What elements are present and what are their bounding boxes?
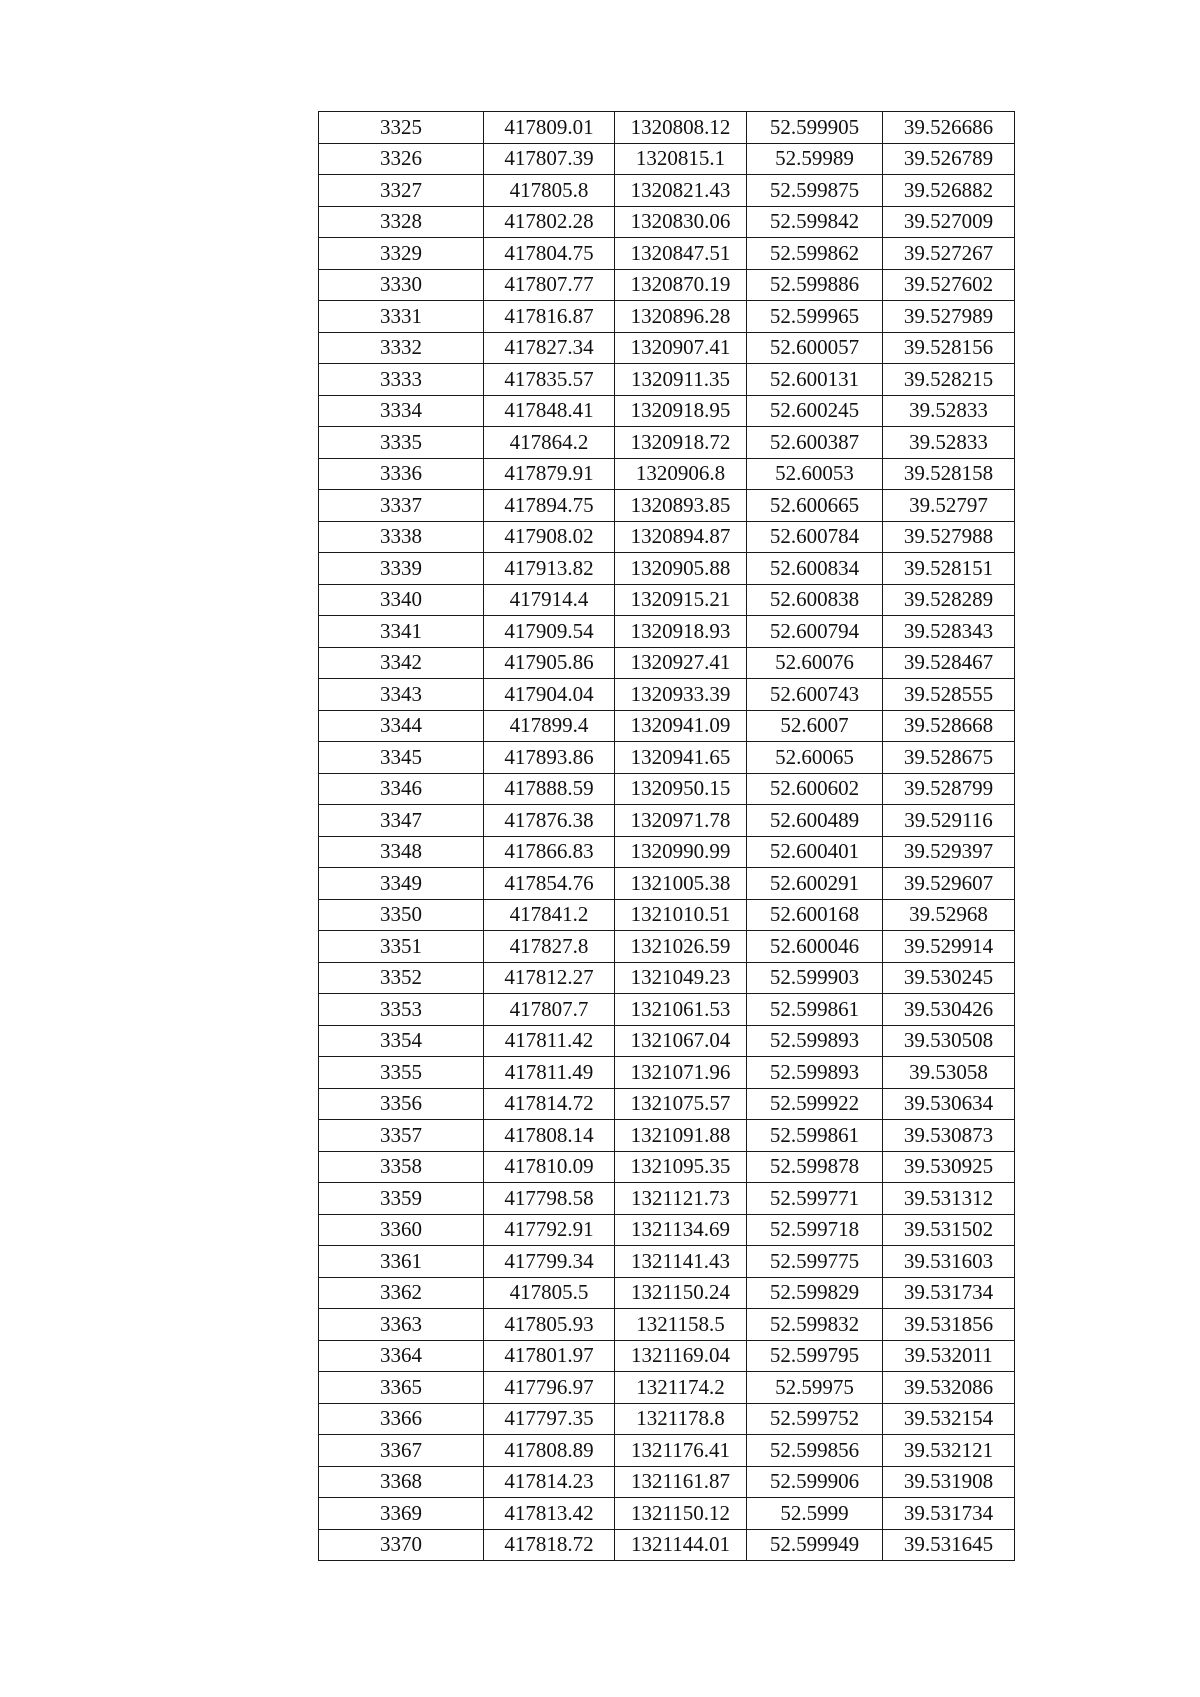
latitude-cell: 52.59975 xyxy=(747,1372,883,1404)
longitude-cell: 39.529607 xyxy=(883,868,1015,900)
y-coordinate-cell: 1320918.93 xyxy=(615,616,747,648)
y-coordinate-cell: 1320933.39 xyxy=(615,679,747,711)
table-row xyxy=(319,647,1015,679)
longitude-cell: 39.52833 xyxy=(883,427,1015,459)
y-coordinate-cell: 1321150.12 xyxy=(615,1498,747,1530)
y-coordinate-cell: 1320870.19 xyxy=(615,269,747,301)
point-number-cell: 3335 xyxy=(319,427,484,459)
latitude-cell: 52.600834 xyxy=(747,553,883,585)
y-coordinate-cell: 1321071.96 xyxy=(615,1057,747,1089)
longitude-cell: 39.530925 xyxy=(883,1151,1015,1183)
table-row xyxy=(319,1466,1015,1498)
longitude-cell: 39.531734 xyxy=(883,1277,1015,1309)
point-number-cell: 3363 xyxy=(319,1309,484,1341)
table-row xyxy=(319,1214,1015,1246)
y-coordinate-cell: 1320950.15 xyxy=(615,773,747,805)
table-row xyxy=(319,710,1015,742)
longitude-cell: 39.528343 xyxy=(883,616,1015,648)
x-coordinate-cell: 417827.8 xyxy=(484,931,615,963)
point-number-cell: 3366 xyxy=(319,1403,484,1435)
y-coordinate-cell: 1321134.69 xyxy=(615,1214,747,1246)
longitude-cell: 39.532011 xyxy=(883,1340,1015,1372)
x-coordinate-cell: 417813.42 xyxy=(484,1498,615,1530)
latitude-cell: 52.599893 xyxy=(747,1057,883,1089)
latitude-cell: 52.599886 xyxy=(747,269,883,301)
y-coordinate-cell: 1321026.59 xyxy=(615,931,747,963)
longitude-cell: 39.531856 xyxy=(883,1309,1015,1341)
latitude-cell: 52.599861 xyxy=(747,994,883,1026)
longitude-cell: 39.528799 xyxy=(883,773,1015,805)
latitude-cell: 52.599878 xyxy=(747,1151,883,1183)
longitude-cell: 39.526882 xyxy=(883,175,1015,207)
point-number-cell: 3333 xyxy=(319,364,484,396)
table-row xyxy=(319,994,1015,1026)
table-row xyxy=(319,899,1015,931)
y-coordinate-cell: 1320927.41 xyxy=(615,647,747,679)
table-row xyxy=(319,395,1015,427)
latitude-cell: 52.600743 xyxy=(747,679,883,711)
longitude-cell: 39.531502 xyxy=(883,1214,1015,1246)
point-number-cell: 3328 xyxy=(319,206,484,238)
point-number-cell: 3347 xyxy=(319,805,484,837)
point-number-cell: 3359 xyxy=(319,1183,484,1215)
point-number-cell: 3349 xyxy=(319,868,484,900)
x-coordinate-cell: 417812.27 xyxy=(484,962,615,994)
point-number-cell: 3336 xyxy=(319,458,484,490)
y-coordinate-cell: 1320815.1 xyxy=(615,143,747,175)
x-coordinate-cell: 417909.54 xyxy=(484,616,615,648)
x-coordinate-cell: 417796.97 xyxy=(484,1372,615,1404)
latitude-cell: 52.599775 xyxy=(747,1246,883,1278)
x-coordinate-cell: 417818.72 xyxy=(484,1529,615,1561)
longitude-cell: 39.529397 xyxy=(883,836,1015,868)
latitude-cell: 52.600489 xyxy=(747,805,883,837)
longitude-cell: 39.531645 xyxy=(883,1529,1015,1561)
point-number-cell: 3370 xyxy=(319,1529,484,1561)
latitude-cell: 52.599771 xyxy=(747,1183,883,1215)
latitude-cell: 52.600784 xyxy=(747,521,883,553)
longitude-cell: 39.528151 xyxy=(883,553,1015,585)
longitude-cell: 39.530508 xyxy=(883,1025,1015,1057)
point-number-cell: 3343 xyxy=(319,679,484,711)
x-coordinate-cell: 417854.76 xyxy=(484,868,615,900)
point-number-cell: 3331 xyxy=(319,301,484,333)
x-coordinate-cell: 417809.01 xyxy=(484,112,615,144)
table-row xyxy=(319,962,1015,994)
table-row xyxy=(319,1151,1015,1183)
point-number-cell: 3369 xyxy=(319,1498,484,1530)
x-coordinate-cell: 417798.58 xyxy=(484,1183,615,1215)
longitude-cell: 39.531908 xyxy=(883,1466,1015,1498)
point-number-cell: 3337 xyxy=(319,490,484,522)
latitude-cell: 52.599842 xyxy=(747,206,883,238)
y-coordinate-cell: 1321049.23 xyxy=(615,962,747,994)
point-number-cell: 3358 xyxy=(319,1151,484,1183)
table-row xyxy=(319,773,1015,805)
table-row xyxy=(319,1372,1015,1404)
x-coordinate-cell: 417827.34 xyxy=(484,332,615,364)
table-row xyxy=(319,206,1015,238)
latitude-cell: 52.599903 xyxy=(747,962,883,994)
y-coordinate-cell: 1320971.78 xyxy=(615,805,747,837)
coordinates-table xyxy=(318,111,1015,1561)
x-coordinate-cell: 417893.86 xyxy=(484,742,615,774)
latitude-cell: 52.599965 xyxy=(747,301,883,333)
x-coordinate-cell: 417848.41 xyxy=(484,395,615,427)
longitude-cell: 39.527009 xyxy=(883,206,1015,238)
point-number-cell: 3348 xyxy=(319,836,484,868)
latitude-cell: 52.599906 xyxy=(747,1466,883,1498)
x-coordinate-cell: 417802.28 xyxy=(484,206,615,238)
table-row xyxy=(319,1498,1015,1530)
x-coordinate-cell: 417808.14 xyxy=(484,1120,615,1152)
y-coordinate-cell: 1320896.28 xyxy=(615,301,747,333)
longitude-cell: 39.52968 xyxy=(883,899,1015,931)
y-coordinate-cell: 1321095.35 xyxy=(615,1151,747,1183)
table-row xyxy=(319,1435,1015,1467)
table-row xyxy=(319,1025,1015,1057)
y-coordinate-cell: 1320906.8 xyxy=(615,458,747,490)
y-coordinate-cell: 1321061.53 xyxy=(615,994,747,1026)
table-row xyxy=(319,1057,1015,1089)
point-number-cell: 3352 xyxy=(319,962,484,994)
longitude-cell: 39.532121 xyxy=(883,1435,1015,1467)
table-row xyxy=(319,1529,1015,1561)
point-number-cell: 3367 xyxy=(319,1435,484,1467)
y-coordinate-cell: 1321158.5 xyxy=(615,1309,747,1341)
longitude-cell: 39.532154 xyxy=(883,1403,1015,1435)
point-number-cell: 3345 xyxy=(319,742,484,774)
point-number-cell: 3356 xyxy=(319,1088,484,1120)
y-coordinate-cell: 1320808.12 xyxy=(615,112,747,144)
point-number-cell: 3329 xyxy=(319,238,484,270)
longitude-cell: 39.526686 xyxy=(883,112,1015,144)
y-coordinate-cell: 1320918.72 xyxy=(615,427,747,459)
table-row xyxy=(319,584,1015,616)
x-coordinate-cell: 417807.77 xyxy=(484,269,615,301)
latitude-cell: 52.600794 xyxy=(747,616,883,648)
x-coordinate-cell: 417866.83 xyxy=(484,836,615,868)
table-row xyxy=(319,490,1015,522)
x-coordinate-cell: 417864.2 xyxy=(484,427,615,459)
point-number-cell: 3346 xyxy=(319,773,484,805)
x-coordinate-cell: 417792.91 xyxy=(484,1214,615,1246)
y-coordinate-cell: 1321121.73 xyxy=(615,1183,747,1215)
point-number-cell: 3330 xyxy=(319,269,484,301)
latitude-cell: 52.600168 xyxy=(747,899,883,931)
longitude-cell: 39.52833 xyxy=(883,395,1015,427)
longitude-cell: 39.528215 xyxy=(883,364,1015,396)
x-coordinate-cell: 417905.86 xyxy=(484,647,615,679)
longitude-cell: 39.528156 xyxy=(883,332,1015,364)
latitude-cell: 52.5999 xyxy=(747,1498,883,1530)
table-row xyxy=(319,1340,1015,1372)
latitude-cell: 52.600387 xyxy=(747,427,883,459)
latitude-cell: 52.599862 xyxy=(747,238,883,270)
point-number-cell: 3365 xyxy=(319,1372,484,1404)
table-row xyxy=(319,553,1015,585)
latitude-cell: 52.600291 xyxy=(747,868,883,900)
table-row xyxy=(319,458,1015,490)
point-number-cell: 3350 xyxy=(319,899,484,931)
longitude-cell: 39.527602 xyxy=(883,269,1015,301)
x-coordinate-cell: 417814.23 xyxy=(484,1466,615,1498)
table-row xyxy=(319,742,1015,774)
x-coordinate-cell: 417899.4 xyxy=(484,710,615,742)
y-coordinate-cell: 1320893.85 xyxy=(615,490,747,522)
x-coordinate-cell: 417894.75 xyxy=(484,490,615,522)
y-coordinate-cell: 1320847.51 xyxy=(615,238,747,270)
longitude-cell: 39.528158 xyxy=(883,458,1015,490)
table-row xyxy=(319,931,1015,963)
y-coordinate-cell: 1321176.41 xyxy=(615,1435,747,1467)
longitude-cell: 39.531603 xyxy=(883,1246,1015,1278)
longitude-cell: 39.52797 xyxy=(883,490,1015,522)
y-coordinate-cell: 1321010.51 xyxy=(615,899,747,931)
longitude-cell: 39.527989 xyxy=(883,301,1015,333)
point-number-cell: 3360 xyxy=(319,1214,484,1246)
x-coordinate-cell: 417814.72 xyxy=(484,1088,615,1120)
x-coordinate-cell: 417805.8 xyxy=(484,175,615,207)
x-coordinate-cell: 417799.34 xyxy=(484,1246,615,1278)
longitude-cell: 39.530873 xyxy=(883,1120,1015,1152)
y-coordinate-cell: 1321174.2 xyxy=(615,1372,747,1404)
latitude-cell: 52.599856 xyxy=(747,1435,883,1467)
table-row xyxy=(319,238,1015,270)
table-row xyxy=(319,1120,1015,1152)
longitude-cell: 39.53058 xyxy=(883,1057,1015,1089)
point-number-cell: 3351 xyxy=(319,931,484,963)
x-coordinate-cell: 417913.82 xyxy=(484,553,615,585)
latitude-cell: 52.600057 xyxy=(747,332,883,364)
y-coordinate-cell: 1320911.35 xyxy=(615,364,747,396)
latitude-cell: 52.599795 xyxy=(747,1340,883,1372)
x-coordinate-cell: 417904.04 xyxy=(484,679,615,711)
latitude-cell: 52.600602 xyxy=(747,773,883,805)
longitude-cell: 39.529116 xyxy=(883,805,1015,837)
longitude-cell: 39.530245 xyxy=(883,962,1015,994)
table-row xyxy=(319,1183,1015,1215)
x-coordinate-cell: 417797.35 xyxy=(484,1403,615,1435)
table-row xyxy=(319,1277,1015,1309)
x-coordinate-cell: 417811.49 xyxy=(484,1057,615,1089)
point-number-cell: 3342 xyxy=(319,647,484,679)
x-coordinate-cell: 417801.97 xyxy=(484,1340,615,1372)
y-coordinate-cell: 1320830.06 xyxy=(615,206,747,238)
longitude-cell: 39.527267 xyxy=(883,238,1015,270)
latitude-cell: 52.599875 xyxy=(747,175,883,207)
point-number-cell: 3344 xyxy=(319,710,484,742)
latitude-cell: 52.599861 xyxy=(747,1120,883,1152)
longitude-cell: 39.529914 xyxy=(883,931,1015,963)
longitude-cell: 39.528675 xyxy=(883,742,1015,774)
x-coordinate-cell: 417804.75 xyxy=(484,238,615,270)
x-coordinate-cell: 417835.57 xyxy=(484,364,615,396)
longitude-cell: 39.531312 xyxy=(883,1183,1015,1215)
longitude-cell: 39.530426 xyxy=(883,994,1015,1026)
x-coordinate-cell: 417805.5 xyxy=(484,1277,615,1309)
y-coordinate-cell: 1321067.04 xyxy=(615,1025,747,1057)
y-coordinate-cell: 1321169.04 xyxy=(615,1340,747,1372)
latitude-cell: 52.599718 xyxy=(747,1214,883,1246)
table-row xyxy=(319,175,1015,207)
y-coordinate-cell: 1321141.43 xyxy=(615,1246,747,1278)
latitude-cell: 52.599893 xyxy=(747,1025,883,1057)
latitude-cell: 52.60053 xyxy=(747,458,883,490)
latitude-cell: 52.600131 xyxy=(747,364,883,396)
longitude-cell: 39.527988 xyxy=(883,521,1015,553)
longitude-cell: 39.530634 xyxy=(883,1088,1015,1120)
point-number-cell: 3355 xyxy=(319,1057,484,1089)
point-number-cell: 3326 xyxy=(319,143,484,175)
y-coordinate-cell: 1321144.01 xyxy=(615,1529,747,1561)
y-coordinate-cell: 1320915.21 xyxy=(615,584,747,616)
x-coordinate-cell: 417841.2 xyxy=(484,899,615,931)
latitude-cell: 52.600245 xyxy=(747,395,883,427)
longitude-cell: 39.531734 xyxy=(883,1498,1015,1530)
y-coordinate-cell: 1321005.38 xyxy=(615,868,747,900)
longitude-cell: 39.528467 xyxy=(883,647,1015,679)
x-coordinate-cell: 417879.91 xyxy=(484,458,615,490)
latitude-cell: 52.60076 xyxy=(747,647,883,679)
table-row xyxy=(319,112,1015,144)
x-coordinate-cell: 417807.7 xyxy=(484,994,615,1026)
point-number-cell: 3340 xyxy=(319,584,484,616)
point-number-cell: 3357 xyxy=(319,1120,484,1152)
point-number-cell: 3362 xyxy=(319,1277,484,1309)
y-coordinate-cell: 1320821.43 xyxy=(615,175,747,207)
y-coordinate-cell: 1321161.87 xyxy=(615,1466,747,1498)
y-coordinate-cell: 1320907.41 xyxy=(615,332,747,364)
point-number-cell: 3364 xyxy=(319,1340,484,1372)
table-row xyxy=(319,1246,1015,1278)
longitude-cell: 39.528668 xyxy=(883,710,1015,742)
latitude-cell: 52.600838 xyxy=(747,584,883,616)
x-coordinate-cell: 417808.89 xyxy=(484,1435,615,1467)
longitude-cell: 39.528289 xyxy=(883,584,1015,616)
table-row xyxy=(319,332,1015,364)
table-row xyxy=(319,1309,1015,1341)
longitude-cell: 39.532086 xyxy=(883,1372,1015,1404)
latitude-cell: 52.600046 xyxy=(747,931,883,963)
point-number-cell: 3353 xyxy=(319,994,484,1026)
latitude-cell: 52.600401 xyxy=(747,836,883,868)
latitude-cell: 52.599922 xyxy=(747,1088,883,1120)
y-coordinate-cell: 1320941.65 xyxy=(615,742,747,774)
point-number-cell: 3327 xyxy=(319,175,484,207)
point-number-cell: 3341 xyxy=(319,616,484,648)
table-row xyxy=(319,1403,1015,1435)
x-coordinate-cell: 417876.38 xyxy=(484,805,615,837)
y-coordinate-cell: 1321091.88 xyxy=(615,1120,747,1152)
table-row xyxy=(319,143,1015,175)
table-row xyxy=(319,836,1015,868)
latitude-cell: 52.600665 xyxy=(747,490,883,522)
point-number-cell: 3332 xyxy=(319,332,484,364)
latitude-cell: 52.59989 xyxy=(747,143,883,175)
y-coordinate-cell: 1321178.8 xyxy=(615,1403,747,1435)
point-number-cell: 3338 xyxy=(319,521,484,553)
latitude-cell: 52.599905 xyxy=(747,112,883,144)
y-coordinate-cell: 1321075.57 xyxy=(615,1088,747,1120)
y-coordinate-cell: 1320894.87 xyxy=(615,521,747,553)
latitude-cell: 52.599829 xyxy=(747,1277,883,1309)
table-row xyxy=(319,521,1015,553)
x-coordinate-cell: 417811.42 xyxy=(484,1025,615,1057)
x-coordinate-cell: 417888.59 xyxy=(484,773,615,805)
point-number-cell: 3368 xyxy=(319,1466,484,1498)
x-coordinate-cell: 417805.93 xyxy=(484,1309,615,1341)
table-row xyxy=(319,1088,1015,1120)
point-number-cell: 3325 xyxy=(319,112,484,144)
x-coordinate-cell: 417810.09 xyxy=(484,1151,615,1183)
table-row xyxy=(319,679,1015,711)
table-row xyxy=(319,868,1015,900)
latitude-cell: 52.599752 xyxy=(747,1403,883,1435)
coordinates-table-body xyxy=(319,112,1015,1561)
y-coordinate-cell: 1320941.09 xyxy=(615,710,747,742)
longitude-cell: 39.528555 xyxy=(883,679,1015,711)
y-coordinate-cell: 1321150.24 xyxy=(615,1277,747,1309)
table-row xyxy=(319,616,1015,648)
x-coordinate-cell: 417908.02 xyxy=(484,521,615,553)
latitude-cell: 52.599949 xyxy=(747,1529,883,1561)
y-coordinate-cell: 1320990.99 xyxy=(615,836,747,868)
table-row xyxy=(319,301,1015,333)
x-coordinate-cell: 417807.39 xyxy=(484,143,615,175)
table-row xyxy=(319,364,1015,396)
x-coordinate-cell: 417914.4 xyxy=(484,584,615,616)
x-coordinate-cell: 417816.87 xyxy=(484,301,615,333)
table-row xyxy=(319,269,1015,301)
table-row xyxy=(319,427,1015,459)
table-row xyxy=(319,805,1015,837)
y-coordinate-cell: 1320905.88 xyxy=(615,553,747,585)
latitude-cell: 52.599832 xyxy=(747,1309,883,1341)
point-number-cell: 3339 xyxy=(319,553,484,585)
latitude-cell: 52.60065 xyxy=(747,742,883,774)
point-number-cell: 3361 xyxy=(319,1246,484,1278)
point-number-cell: 3334 xyxy=(319,395,484,427)
point-number-cell: 3354 xyxy=(319,1025,484,1057)
y-coordinate-cell: 1320918.95 xyxy=(615,395,747,427)
longitude-cell: 39.526789 xyxy=(883,143,1015,175)
latitude-cell: 52.6007 xyxy=(747,710,883,742)
